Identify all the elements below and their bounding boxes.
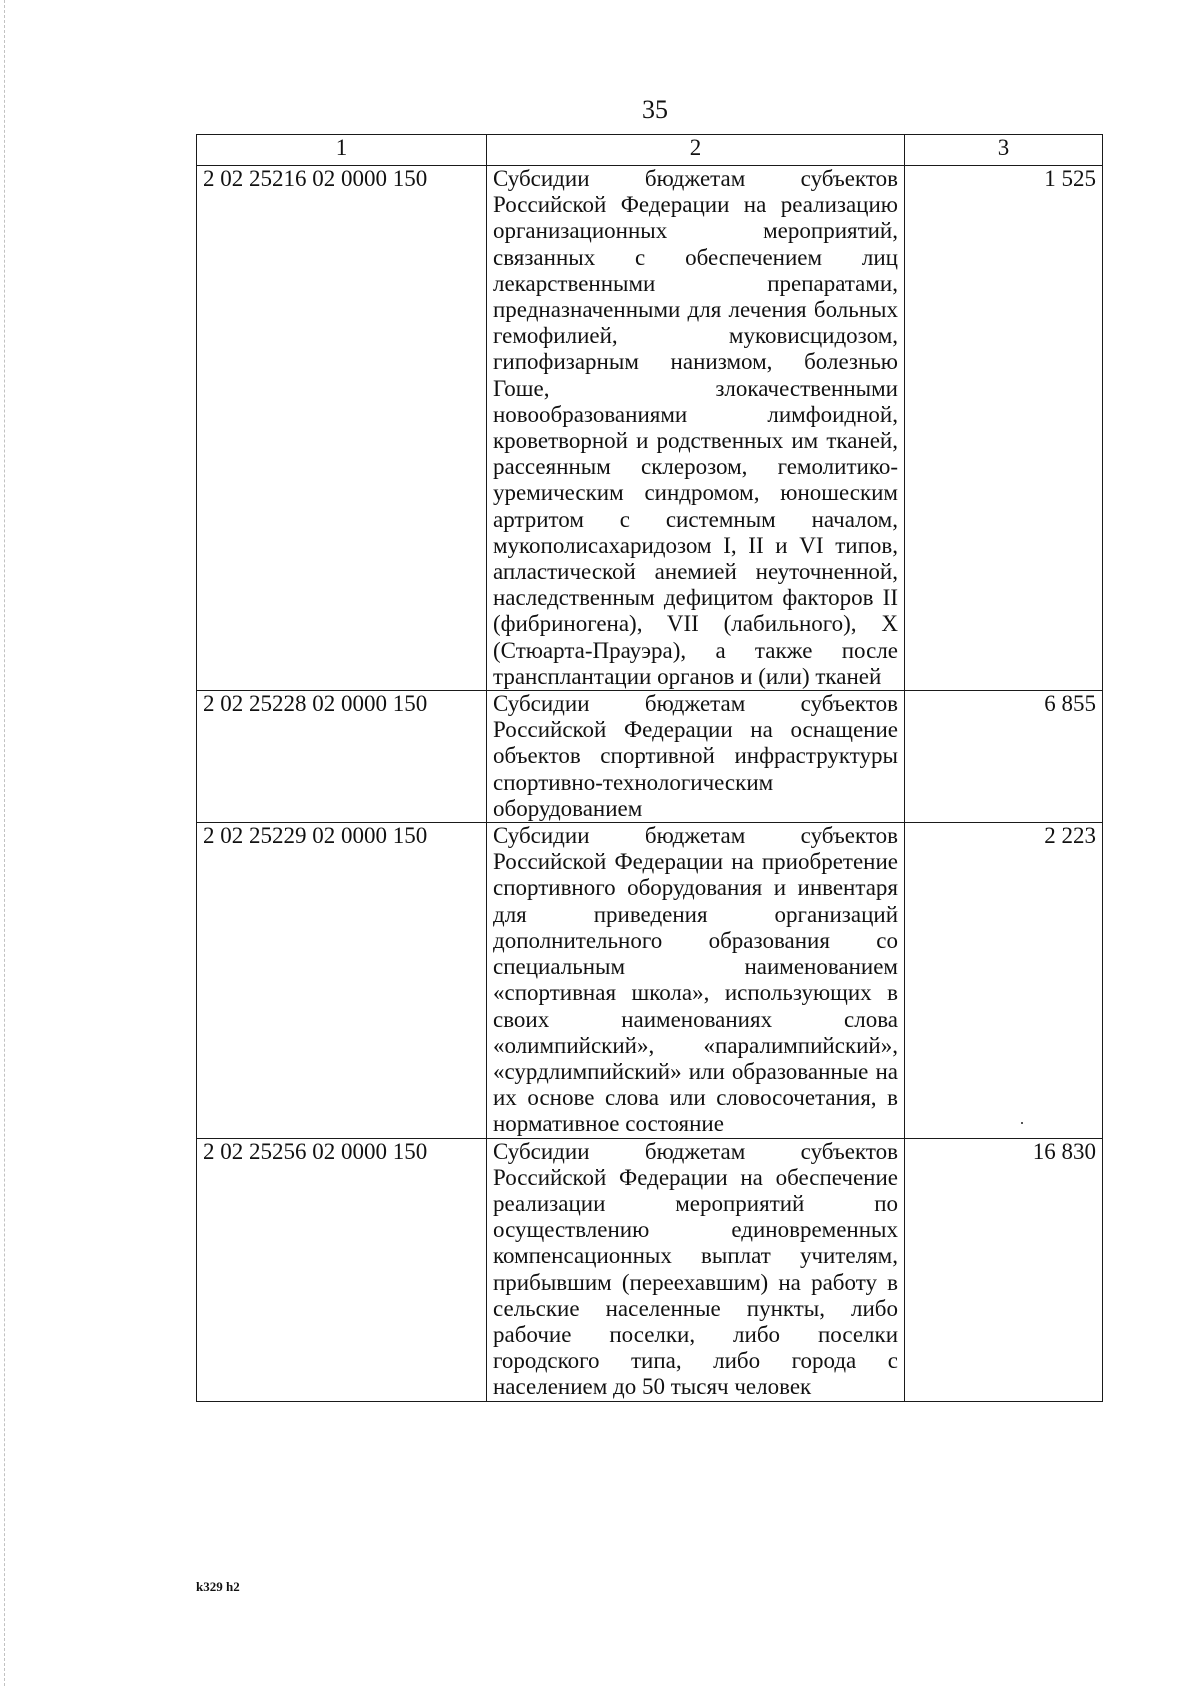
amount-cell: 16 830 — [905, 1138, 1103, 1401]
amount-cell: 6 855 — [905, 691, 1103, 823]
budget-code-cell: 2 02 25216 02 0000 150 — [197, 166, 487, 691]
page-number: 35 — [642, 95, 668, 124]
document-footer-code: k329 h2 — [196, 1579, 240, 1594]
table-row — [197, 166, 1103, 691]
income-name-cell: Субсидии бюджетам субъектов Российской Федерации на оснащение объектов спортивной инфраструктуры спортивно-технологическим оборудованием — [487, 691, 905, 823]
column-header-1: 1 — [197, 135, 487, 166]
budget-code-cell: 2 02 25229 02 0000 150 — [197, 823, 487, 1138]
column-header-3: 3 — [905, 135, 1103, 166]
amount-cell: 1 525 — [905, 166, 1103, 691]
table-row — [197, 823, 1103, 1138]
income-name-cell: Субсидии бюджетам субъектов Российской Федерации на приобретение спортивного оборудования и инвентаря для приведения организаций дополнительного образования со специальным наименованием «спортивная школа», использующих в своих наименованиях слова «олимпийский», «паралимпийский», «сурдлимпийский» или образованные на их основе слова или словосочетания, в нормативное состояние — [487, 823, 905, 1138]
budget-code-cell: 2 02 25228 02 0000 150 — [197, 691, 487, 823]
scan-speck — [1021, 1122, 1023, 1124]
table-header-row — [197, 135, 1103, 166]
scan-edge-line — [4, 0, 6, 1686]
budget-code-cell: 2 02 25256 02 0000 150 — [197, 1138, 487, 1401]
table-row — [197, 691, 1103, 823]
income-name-cell: Субсидии бюджетам субъектов Российской Федерации на обеспечение реализации мероприятий по осуществлению единовременных компенсационных выплат учителям, прибывшим (переехавшим) на работу в сельские населенные пункты, либо рабочие поселки, либо поселки городского типа, либо города с населением до 50 тысяч человек — [487, 1138, 905, 1401]
table-row — [197, 1138, 1103, 1401]
column-header-2: 2 — [487, 135, 905, 166]
income-name-cell: Субсидии бюджетам субъектов Российской Федерации на реализацию организационных мероприятий, связанных с обеспечением лиц лекарственными препаратами, предназначенными для лечения больных гемофилией, муковисцидозом, гипофизарным нанизмом, болезнью Гоше, злокачественными новообразованиями лимфоидной, кроветворной и родственных им тканей, рассеянным склерозом, гемолитико-уремическим синдромом, юношеским артритом с системным началом, мукополисахаридозом I, II и VI типов, апластической анемией неуточненной, наследственным дефицитом факторов II (фибриногена), VII (лабильного), X (Стюарта-Прауэра), а также после трансплантации органов и (или) тканей — [487, 166, 905, 691]
amount-cell: 2 223 — [905, 823, 1103, 1138]
budget-revenue-table — [196, 134, 1103, 1402]
